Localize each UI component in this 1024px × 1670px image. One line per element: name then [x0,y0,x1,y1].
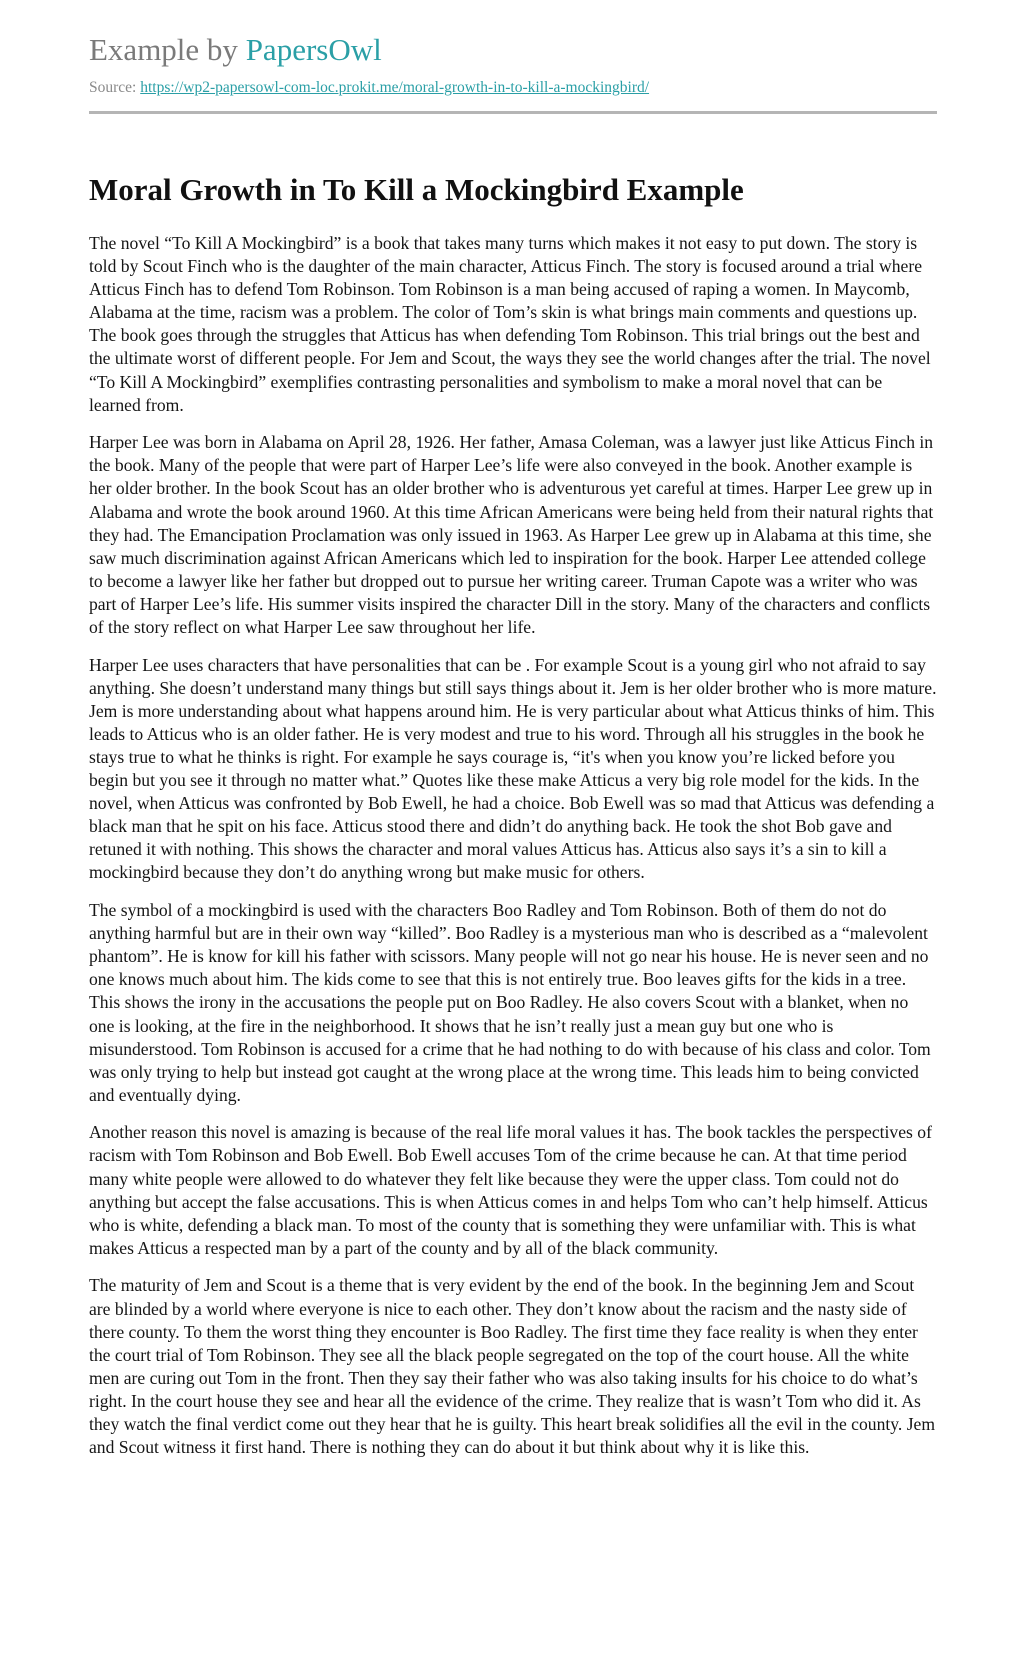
brand-header [89,30,937,70]
body-paragraph: The novel “To Kill A Mockingbird” is a book that takes many turns which makes it not easy to put down. The story is told by Scout Finch who is the daughter of the main character, Atticus Finch. The story is focused around a trial where Atticus Finch has to defend Tom Robinson. Tom Robinson is a man being accused of raping a women. In Maycomb, Alabama at the time, racism was a problem. The color of Tom’s skin is what brings main comments and questions up. The book goes through the struggles that Atticus has when defending Tom Robinson. This trial brings out the best and the ultimate worst of different people. For Jem and Scout, the ways they see the world changes after the trial. The novel “To Kill A Mockingbird” exemplifies contrasting personalities and symbolism to make a moral novel that can be learned from. [89,233,931,415]
body-paragraph: Another reason this novel is amazing is because of the real life moral values it has. The book tackles the perspectives of racism with Tom Robinson and Bob Ewell. Bob Ewell accuses Tom of the crime because he can. At that time period many white people were allowed to do whatever they felt like because they were the upper class. Tom could not do anything but accept the false accusations. This is when Atticus comes in and helps Tom who can’t help himself. Atticus who is white, defending a black man. To most of the county that is something they were unfamiliar with. This is what makes Atticus a respected man by a part of the county and by all of the black community. [89,1122,932,1258]
source-link[interactable]: https://wp2-papersowl-com-loc.prokit.me/moral-growth-in-to-kill-a-mockingbird/ [140,79,650,96]
source-label: Source: [89,79,141,96]
document-title: Moral Growth in To Kill a Mockingbird Example [89,172,744,207]
brand-name: PapersOwl [245,32,382,67]
body-paragraph: Harper Lee was born in Alabama on April 28, 1926. Her father, Amasa Coleman, was a lawyer just like Atticus Finch in the book. Many of the people that were part of Harper Lee’s life were also conveyed in the book. Another example is her older brother. In the book Scout has an older brother who is adventurous yet careful at times. Harper Lee grew up in Alabama and wrote the book around 1960. At this time African Americans were being held from their natural rights that they had. The Emancipation Proclamation was only issued in 1963. As Harper Lee grew up in Alabama at this time, she saw much discrimination against African Americans which led to inspiration for the book. Harper Lee attended college to become a lawyer like her father but dropped out to pursue her writing career. Truman Capote was a writer who was part of Harper Lee’s life. His summer visits inspired the character Dill in the story. Many of the characters and conflicts of the story reflect on what Harper Lee saw throughout her life. [89,432,934,637]
body-paragraph: The maturity of Jem and Scout is a theme that is very evident by the end of the book. In the beginning Jem and Scout are blinded by a world where everyone is nice to each other. They don’t know about the racism and the nasty side of there county. To them the worst thing they encounter is Boo Radley. The first time they face reality is when they enter the court trial of Tom Robinson. They see all the black people segregated on the top of the court house. All the white men are curing out Tom in the front. Then they say their father who was also taking insults for his choice to do what’s right. In the court house they see and hear all the evidence of the crime. They realize that is wasn’t Tom who did it. As they watch the final verdict come out they hear that he is guilty. This heart break solidifies all the evil in the county. Jem and Scout witness it first hand. There is nothing they can do about it but think about why it is like this. [89,1275,936,1458]
document-body [89,232,937,1459]
document-page [89,0,937,1474]
body-paragraph: Harper Lee uses characters that have personalities that can be . For example Scout is a young girl who not afraid to say anything. She doesn’t understand many things but still says things about it. Jem is her older brother who is more mature. Jem is more understanding about what happens around him. He is very particular about what Atticus thinks of him. This leads to Atticus who is an older father. He is very modest and true to his word. Through all his struggles in the book he stays true to what he thinks is right. For example he says courage is, “it's when you know you’re licked before you begin but you see it through no matter what.” Quotes like these make Atticus a very big role model for the kids. In the novel, when Atticus was confronted by Bob Ewell, he had a choice. Bob Ewell was so mad that Atticus was defending a black man that he spit on his face. Atticus stood there and didn’t do anything back. He took the shot Bob gave and retuned it with nothing. This shows the character and moral values Atticus has. Atticus also says it’s a sin to kill a mockingbird because they don’t do anything wrong but make music for others. [89,654,937,883]
header-divider [89,111,937,114]
body-paragraph: The symbol of a mockingbird is used with the characters Boo Radley and Tom Robinson. Both of them do not do anything harmful but are in their own way “killed”. Boo Radley is a mysterious man who is described as a “malevolent phantom”. He is know for kill his father with scissors. Many people will not go near his house. He is never seen and no one knows much about him. The kids come to see that this is not entirely true. Boo leaves gifts for the kids in a tree. This shows the irony in the accusations the people put on Boo Radley. He also covers Scout with a blanket, when no one is looking, at the fire in the neighborhood. It shows that he isn’t really just a mean guy but one who is misunderstood. Tom Robinson is accused for a crime that he had nothing to do with because of his class and color. Tom was only trying to help but instead got caught at the wrong place at the wrong time. This leads him to being convicted and eventually dying. [89,900,931,1105]
brand-prefix: Example by [89,32,246,67]
source-line [89,78,937,98]
